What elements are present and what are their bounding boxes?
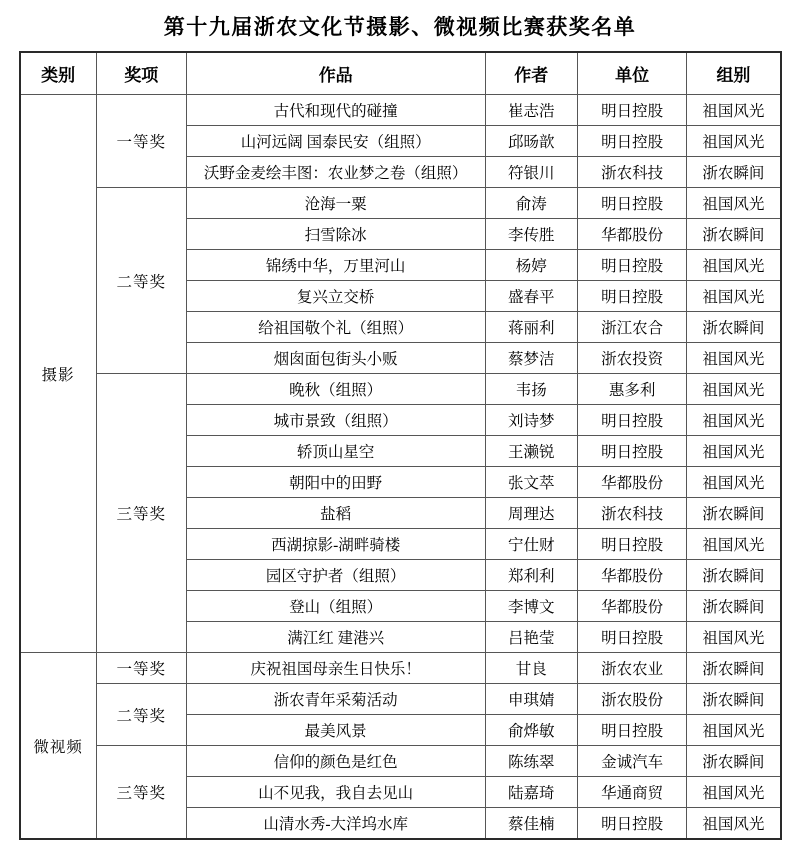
table-body [20, 95, 781, 840]
table-row [20, 188, 781, 219]
cell-unit: 浙农股份 [577, 684, 687, 715]
cell-author: 吕艳莹 [485, 622, 577, 653]
cell-group: 浙农瞬间 [687, 653, 781, 684]
cell-author: 符银川 [485, 157, 577, 188]
cell-author: 俞涛 [485, 188, 577, 219]
cell-unit: 明日控股 [577, 436, 687, 467]
cell-group: 浙农瞬间 [687, 560, 781, 591]
cell-group: 祖国风光 [687, 126, 781, 157]
cell-group: 浙农瞬间 [687, 157, 781, 188]
cell-author: 盛春平 [485, 281, 577, 312]
cell-work: 最美风景 [186, 715, 485, 746]
table-row [20, 653, 781, 684]
cell-unit: 浙农科技 [577, 157, 687, 188]
cell-work: 盐稻 [186, 498, 485, 529]
cell-award: 二等奖 [96, 188, 186, 374]
table-row [20, 95, 781, 126]
cell-author: 韦扬 [485, 374, 577, 405]
cell-work: 山河远阔 国泰民安（组照） [186, 126, 485, 157]
cell-work: 浙农青年采菊活动 [186, 684, 485, 715]
cell-group: 祖国风光 [687, 188, 781, 219]
cell-work: 信仰的颜色是红色 [186, 746, 485, 777]
cell-author: 李博文 [485, 591, 577, 622]
cell-work: 复兴立交桥 [186, 281, 485, 312]
cell-group: 浙农瞬间 [687, 312, 781, 343]
cell-work: 沧海一粟 [186, 188, 485, 219]
cell-award: 一等奖 [96, 653, 186, 684]
cell-group: 祖国风光 [687, 467, 781, 498]
cell-unit: 明日控股 [577, 281, 687, 312]
cell-group: 浙农瞬间 [687, 746, 781, 777]
cell-group: 祖国风光 [687, 715, 781, 746]
cell-author: 邱旸歆 [485, 126, 577, 157]
cell-group: 祖国风光 [687, 405, 781, 436]
cell-group: 祖国风光 [687, 777, 781, 808]
cell-author: 俞烨敏 [485, 715, 577, 746]
cell-unit: 金诚汽车 [577, 746, 687, 777]
cell-author: 蒋丽利 [485, 312, 577, 343]
table-row [20, 684, 781, 715]
cell-unit: 明日控股 [577, 808, 687, 840]
cell-author: 陆嘉琦 [485, 777, 577, 808]
column-header: 单位 [577, 52, 687, 95]
cell-author: 甘良 [485, 653, 577, 684]
cell-group: 祖国风光 [687, 250, 781, 281]
cell-work: 沃野金麦绘丰图：农业梦之卷（组照） [186, 157, 485, 188]
cell-work: 烟囱面包街头小贩 [186, 343, 485, 374]
cell-group: 祖国风光 [687, 808, 781, 840]
cell-award: 一等奖 [96, 95, 186, 188]
cell-work: 给祖国敬个礼（组照） [186, 312, 485, 343]
column-header: 奖项 [96, 52, 186, 95]
table-row [20, 374, 781, 405]
cell-author: 申琪婧 [485, 684, 577, 715]
cell-author: 蔡佳楠 [485, 808, 577, 840]
cell-unit: 惠多利 [577, 374, 687, 405]
cell-unit: 明日控股 [577, 250, 687, 281]
table-row [20, 746, 781, 777]
column-header: 作者 [485, 52, 577, 95]
table-header [20, 52, 781, 95]
cell-author: 蔡梦洁 [485, 343, 577, 374]
cell-work: 古代和现代的碰撞 [186, 95, 485, 126]
cell-work: 登山（组照） [186, 591, 485, 622]
cell-work: 扫雪除冰 [186, 219, 485, 250]
cell-unit: 华都股份 [577, 560, 687, 591]
cell-work: 山清水秀-大洋坞水库 [186, 808, 485, 840]
cell-author: 郑利利 [485, 560, 577, 591]
cell-unit: 华都股份 [577, 219, 687, 250]
cell-award: 三等奖 [96, 374, 186, 653]
cell-unit: 明日控股 [577, 126, 687, 157]
cell-group: 祖国风光 [687, 343, 781, 374]
cell-group: 浙农瞬间 [687, 219, 781, 250]
cell-group: 浙农瞬间 [687, 591, 781, 622]
cell-work: 晚秋（组照） [186, 374, 485, 405]
cell-group: 祖国风光 [687, 436, 781, 467]
cell-author: 周理达 [485, 498, 577, 529]
cell-group: 祖国风光 [687, 622, 781, 653]
column-header: 作品 [186, 52, 485, 95]
page-title: 第十九届浙农文化节摄影、微视频比赛获奖名单 [163, 15, 637, 39]
cell-work: 园区守护者（组照） [186, 560, 485, 591]
cell-group: 祖国风光 [687, 374, 781, 405]
cell-unit: 明日控股 [577, 95, 687, 126]
cell-author: 崔志浩 [485, 95, 577, 126]
cell-award: 三等奖 [96, 746, 186, 840]
cell-unit: 华都股份 [577, 467, 687, 498]
cell-unit: 华都股份 [577, 591, 687, 622]
cell-group: 浙农瞬间 [687, 684, 781, 715]
column-header: 组别 [687, 52, 781, 95]
cell-author: 陈练翠 [485, 746, 577, 777]
cell-work: 山不见我，我自去见山 [186, 777, 485, 808]
cell-author: 张文萃 [485, 467, 577, 498]
cell-unit: 浙江农合 [577, 312, 687, 343]
cell-unit: 华通商贸 [577, 777, 687, 808]
cell-author: 刘诗梦 [485, 405, 577, 436]
cell-work: 满江红 建港兴 [186, 622, 485, 653]
cell-unit: 浙农农业 [577, 653, 687, 684]
award-list-table [19, 51, 782, 840]
cell-category: 微视频 [20, 653, 97, 840]
cell-unit: 浙农投资 [577, 343, 687, 374]
cell-author: 宁仕财 [485, 529, 577, 560]
cell-group: 祖国风光 [687, 95, 781, 126]
cell-group: 祖国风光 [687, 281, 781, 312]
cell-unit: 浙农科技 [577, 498, 687, 529]
cell-unit: 明日控股 [577, 622, 687, 653]
cell-author: 杨婷 [485, 250, 577, 281]
column-header: 类别 [20, 52, 97, 95]
cell-award: 二等奖 [96, 684, 186, 746]
cell-author: 王濑锐 [485, 436, 577, 467]
cell-work: 庆祝祖国母亲生日快乐！ [186, 653, 485, 684]
cell-group: 浙农瞬间 [687, 498, 781, 529]
cell-unit: 明日控股 [577, 405, 687, 436]
cell-work: 城市景致（组照） [186, 405, 485, 436]
cell-work: 轿顶山星空 [186, 436, 485, 467]
cell-work: 锦绣中华，万里河山 [186, 250, 485, 281]
cell-group: 祖国风光 [687, 529, 781, 560]
cell-author: 李传胜 [485, 219, 577, 250]
cell-unit: 明日控股 [577, 529, 687, 560]
cell-unit: 明日控股 [577, 188, 687, 219]
cell-category: 摄影 [20, 95, 97, 653]
cell-work: 西湖掠影-湖畔骑楼 [186, 529, 485, 560]
cell-work: 朝阳中的田野 [186, 467, 485, 498]
cell-unit: 明日控股 [577, 715, 687, 746]
header-row [20, 52, 781, 95]
